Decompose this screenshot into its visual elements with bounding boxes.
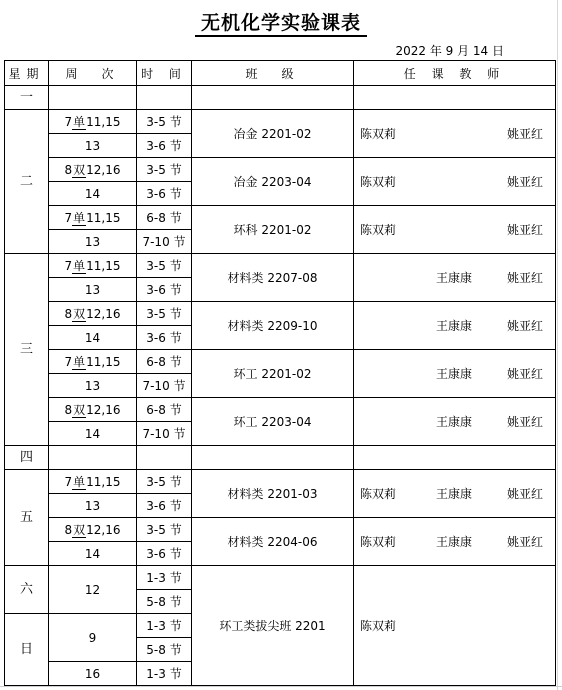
teacher-name: 姚亚红	[506, 270, 543, 285]
week-cell: 7单11,15	[49, 110, 137, 134]
time-cell: 6-8 节	[137, 206, 192, 230]
time-cell: 5-8 节	[137, 590, 192, 614]
table-row	[5, 206, 556, 230]
week-cell: 7单11,15	[49, 470, 137, 494]
week-cell: 7单11,15	[49, 206, 137, 230]
time-cell: 3-5 节	[137, 470, 192, 494]
teacher-cell	[354, 350, 556, 398]
header-time: 时 间	[137, 61, 192, 86]
class-cell: 材料类 2201-03	[192, 470, 354, 518]
teacher-name: 姚亚红	[506, 486, 543, 501]
class-cell: 冶金 2201-02	[192, 110, 354, 158]
week-cell: 13	[49, 134, 137, 158]
week-cell: 14	[49, 326, 137, 350]
table-row	[5, 158, 556, 182]
teacher-cell	[354, 158, 556, 206]
week-cell: 8双12,16	[49, 518, 137, 542]
day-cell: 二	[5, 110, 49, 254]
week-cell: 13	[49, 278, 137, 302]
time-cell: 3-5 节	[137, 302, 192, 326]
time-cell: 3-6 节	[137, 278, 192, 302]
day-cell: 三	[5, 254, 49, 446]
teacher-cell	[354, 398, 556, 446]
document-date: 2022 年 9 月 14 日	[395, 44, 504, 58]
week-cell: 8双12,16	[49, 302, 137, 326]
teacher-name: 姚亚红	[506, 318, 543, 333]
week-cell: 13	[49, 494, 137, 518]
time-cell: 7-10 节	[137, 230, 192, 254]
teacher-cell	[354, 518, 556, 566]
class-cell: 环科 2201-02	[192, 206, 354, 254]
table-row	[5, 254, 556, 278]
teacher-cell	[354, 566, 556, 686]
table-row	[5, 302, 556, 326]
class-cell: 材料类 2209-10	[192, 302, 354, 350]
teacher-name: 陈双莉	[360, 222, 397, 237]
day-cell: 一	[5, 86, 49, 110]
teacher-name: 姚亚红	[506, 126, 543, 141]
table-row	[5, 470, 556, 494]
table-row	[5, 86, 556, 110]
schedule-table	[4, 60, 556, 686]
time-cell: 6-8 节	[137, 398, 192, 422]
teacher-name: 陈双莉	[360, 126, 397, 141]
week-cell: 13	[49, 374, 137, 398]
class-cell: 环工 2201-02	[192, 350, 354, 398]
week-cell: 9	[49, 614, 137, 662]
class-cell: 环工 2203-04	[192, 398, 354, 446]
class-cell: 冶金 2203-04	[192, 158, 354, 206]
teacher-name: 姚亚红	[506, 222, 543, 237]
time-cell: 3-5 节	[137, 518, 192, 542]
week-cell: 16	[49, 662, 137, 686]
time-cell: 7-10 节	[137, 374, 192, 398]
time-cell: 3-5 节	[137, 158, 192, 182]
week-cell: 8双12,16	[49, 398, 137, 422]
table-row	[5, 398, 556, 422]
header-teachers: 任 课 教 师	[354, 61, 556, 86]
week-cell: 14	[49, 422, 137, 446]
teacher-name: 王康康	[436, 414, 473, 429]
table-row	[5, 446, 556, 470]
table-row	[5, 518, 556, 542]
week-cell: 13	[49, 230, 137, 254]
time-cell: 3-5 节	[137, 110, 192, 134]
teacher-cell	[354, 110, 556, 158]
day-cell: 四	[5, 446, 49, 470]
table-row	[5, 110, 556, 134]
class-cell: 材料类 2207-08	[192, 254, 354, 302]
teacher-name: 王康康	[436, 486, 473, 501]
time-cell: 1-3 节	[137, 662, 192, 686]
time-cell: 3-5 节	[137, 254, 192, 278]
header-week: 周 次	[49, 61, 137, 86]
page-title: 无机化学实验课表	[0, 8, 562, 35]
teacher-cell	[354, 470, 556, 518]
teacher-name: 王康康	[436, 366, 473, 381]
time-cell: 1-3 节	[137, 566, 192, 590]
teacher-name: 陈双莉	[360, 618, 397, 633]
teacher-name: 王康康	[436, 318, 473, 333]
time-cell: 6-8 节	[137, 350, 192, 374]
week-cell: 14	[49, 182, 137, 206]
table-header-row	[5, 61, 556, 86]
class-cell: 环工类拔尖班 2201	[192, 566, 354, 686]
teacher-name: 陈双莉	[360, 174, 397, 189]
teacher-cell	[354, 302, 556, 350]
page-edge-divider	[0, 686, 562, 687]
class-cell: 材料类 2204-06	[192, 518, 354, 566]
table-row	[5, 566, 556, 590]
day-cell: 五	[5, 470, 49, 566]
time-cell: 7-10 节	[137, 422, 192, 446]
time-cell: 3-6 节	[137, 326, 192, 350]
header-day: 星期	[5, 61, 49, 86]
time-cell: 3-6 节	[137, 494, 192, 518]
week-cell: 7单11,15	[49, 254, 137, 278]
time-cell: 3-6 节	[137, 134, 192, 158]
teacher-name: 王康康	[436, 270, 473, 285]
header-class: 班 级	[192, 61, 354, 86]
teacher-name: 姚亚红	[506, 174, 543, 189]
week-cell: 7单11,15	[49, 350, 137, 374]
day-cell: 日	[5, 614, 49, 686]
week-cell: 8双12,16	[49, 158, 137, 182]
teacher-cell	[354, 206, 556, 254]
week-cell: 12	[49, 566, 137, 614]
day-cell: 六	[5, 566, 49, 614]
time-cell: 3-6 节	[137, 182, 192, 206]
teacher-name: 姚亚红	[506, 366, 543, 381]
time-cell: 3-6 节	[137, 542, 192, 566]
teacher-cell	[354, 254, 556, 302]
table-row	[5, 350, 556, 374]
week-cell: 14	[49, 542, 137, 566]
page-edge-divider	[557, 0, 558, 690]
time-cell: 5-8 节	[137, 638, 192, 662]
teacher-name: 姚亚红	[506, 534, 543, 549]
teacher-name: 姚亚红	[506, 414, 543, 429]
teacher-name: 王康康	[436, 534, 473, 549]
teacher-name: 陈双莉	[360, 486, 397, 501]
teacher-name: 陈双莉	[360, 534, 397, 549]
time-cell: 1-3 节	[137, 614, 192, 638]
